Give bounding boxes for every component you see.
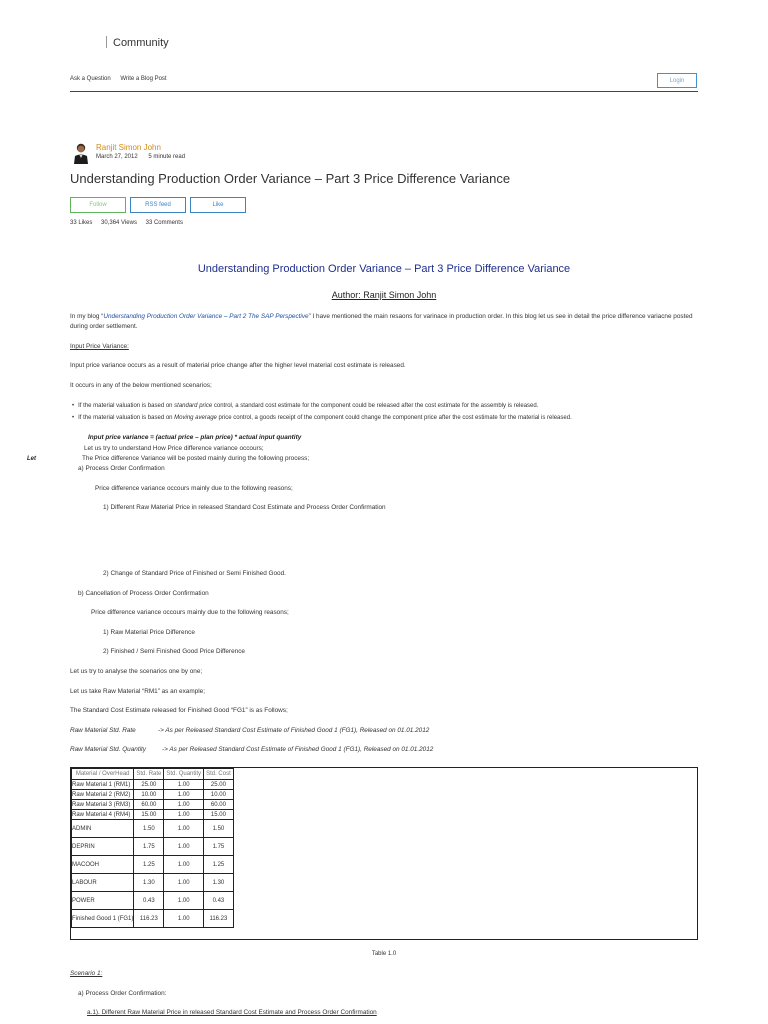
like-button[interactable]: Like (190, 197, 246, 213)
rate-label: Raw Material Std. Rate (70, 727, 136, 734)
cost-cell: 25.00 (204, 780, 234, 790)
cost-table-cell (71, 768, 698, 940)
community-brand[interactable] (106, 36, 169, 49)
quantity-cell: 1.00 (164, 790, 204, 800)
reasons-intro-1: Price difference variance occours mainly due to the following reasons; (95, 485, 293, 492)
rate-cell: 1.50 (134, 820, 164, 838)
rate-cell: 15.00 (134, 810, 164, 820)
scenario-heading: Scenario 1: (70, 970, 103, 977)
bullet2-text-b: price control, a goods receipt of the component could change the component price after the cost estimate for the material is released. (216, 415, 572, 421)
table-row (72, 810, 234, 820)
cause-2: 2) Finished / Semi Finished Good Price Difference (103, 648, 245, 655)
rate-cell: 25.00 (134, 780, 164, 790)
login-button[interactable]: Login (657, 73, 697, 88)
header-material: Material / OverHead (72, 769, 134, 780)
header-quantity: Std. Quantity (164, 769, 204, 780)
post-title: Understanding Production Order Variance – Part 3 Price Difference Variance (70, 171, 511, 186)
cost-cell: 1.50 (204, 820, 234, 838)
comments-count[interactable]: 33 Comments (145, 220, 183, 226)
cost-table (71, 768, 234, 928)
cause-1: 1) Raw Material Price Difference (103, 629, 195, 636)
scenario-a1: a.1). Different Raw Material Price in released Standard Cost Estimate and Process Order Confirmation (87, 1009, 377, 1016)
intro-text-b: ” I have mentioned the main resaons for varinace in production order. In this blog let us see in detail the price difference variacne posted during order settlement. (70, 313, 693, 330)
cost-cell: 15.00 (204, 810, 234, 820)
author-name-link[interactable]: Ranjit Simon John (96, 143, 161, 152)
material-cell: Finished Good 1 (FG1) (72, 910, 134, 928)
bullet1-text-a: If the material valuation is based on (78, 403, 175, 409)
likes-count: 33 Likes (70, 220, 93, 226)
document-author: Author: Ranjit Simon John (331, 290, 437, 300)
table-caption: Table 1.0 (371, 951, 397, 957)
rate-cell: 60.00 (134, 800, 164, 810)
table-row (72, 874, 234, 892)
rate-cell: 116.23 (134, 910, 164, 928)
formula: Input price variance = (actual price – plan price) * actual input quantity (88, 434, 302, 441)
quantity-cell: 1.00 (164, 874, 204, 892)
process-order-confirmation: a) Process Order Confirmation (78, 465, 165, 472)
rate-cell: 0.43 (134, 892, 164, 910)
rss-feed-button[interactable]: RSS feed (130, 197, 186, 213)
reasons-intro-2: Price difference variance occours mainly due to the following reasons; (91, 609, 289, 616)
stray-let: Let (27, 456, 36, 462)
quantity-cell: 1.00 (164, 780, 204, 790)
cost-cell: 1.30 (204, 874, 234, 892)
ask-question-link[interactable]: Ask a Question (70, 76, 111, 82)
read-time: 5 minute read (148, 154, 186, 160)
analyse-text: Let us try to analyse the scenarios one by one; (70, 668, 203, 675)
cost-cell: 60.00 (204, 800, 234, 810)
material-cell: Raw Material 1 (RM1) (72, 780, 134, 790)
material-cell: DEPRIN (72, 838, 134, 856)
rate-cell: 1.75 (134, 838, 164, 856)
material-cell: POWER (72, 892, 134, 910)
material-cell: MACOOH (72, 856, 134, 874)
cost-cell: 1.75 (204, 838, 234, 856)
table-row (72, 820, 234, 838)
post-meta (96, 154, 194, 160)
bullet2-emphasis: Moving average (174, 415, 217, 421)
cost-cell: 116.23 (204, 910, 234, 928)
quantity-cell: 1.00 (164, 856, 204, 874)
table-row (72, 838, 234, 856)
bullet1-text-b: control, a standard cost estimate for the component could be released after the cost estimate for the assembly is released. (212, 403, 539, 409)
example-text: Let us take Raw Material “RM1” as an example; (70, 688, 205, 695)
write-blog-link[interactable]: Write a Blog Post (120, 76, 167, 82)
header-divider (70, 91, 698, 92)
cancellation: b) Cancellation of Process Order Confirmation (78, 590, 209, 597)
qty-value: -> As per Released Standard Cost Estimate of Finished Good 1 (FG1), Released on 01.01.2012 (162, 746, 434, 753)
post-date: March 27, 2012 (96, 154, 138, 160)
material-cell: Raw Material 4 (RM4) (72, 810, 134, 820)
table-row (72, 800, 234, 810)
brand-divider (106, 36, 107, 48)
rate-cell: 1.25 (134, 856, 164, 874)
rate-value: -> As per Released Standard Cost Estimate of Finished Good 1 (FG1), Released on 01.01.2012 (158, 727, 430, 734)
intro-paragraph (70, 312, 698, 332)
input-price-heading: Input Price Variance: (70, 343, 129, 350)
rate-cell: 10.00 (134, 790, 164, 800)
estimate-text: The Standard Cost Estimate released for Finished Good “FG1” is as Follows; (70, 707, 288, 714)
quantity-cell: 1.00 (164, 800, 204, 810)
table-row (72, 780, 234, 790)
header-cost: Std. Cost (204, 769, 234, 780)
post-stats (70, 220, 190, 226)
bullet-moving-average (72, 415, 572, 421)
header-rate: Std. Rate (134, 769, 164, 780)
bullet2-text-a: If the material valuation is based on (78, 415, 175, 421)
posted-during: The Price difference Variance will be posted mainly during the following process; (82, 455, 310, 462)
reason-1: 1) Different Raw Material Price in released Standard Cost Estimate and Process Order Confirmation (103, 504, 386, 511)
cost-cell: 0.43 (204, 892, 234, 910)
reason-2: 2) Change of Standard Price of Finished or Semi Finished Good. (103, 570, 286, 577)
qty-label: Raw Material Std. Quantity (70, 746, 147, 753)
part2-blog-link[interactable]: Understanding Production Order Variance – Part 2 The SAP Perspective (103, 313, 309, 320)
document-title: Understanding Production Order Variance – Part 3 Price Difference Variance (197, 263, 571, 275)
material-cell: ADMIN (72, 820, 134, 838)
cost-table-frame (70, 767, 698, 940)
intro-text-a: In my blog “ (70, 313, 104, 320)
top-nav (70, 76, 175, 82)
follow-button[interactable]: Follow (70, 197, 126, 213)
material-cell: Raw Material 2 (RM2) (72, 790, 134, 800)
paragraph-1: Input price variance occurs as a result of material price change after the higher level material cost estimate is released. (70, 362, 406, 369)
let-us-understand: Let us try to understand How Price difference variance occours; (84, 445, 264, 452)
brand-label: Community (113, 37, 169, 49)
quantity-cell: 1.00 (164, 910, 204, 928)
paragraph-2: It occurs in any of the below mentioned scenarios; (70, 382, 212, 389)
scenario-process-order: a) Process Order Confirmation: (78, 990, 167, 997)
table-row (72, 910, 234, 928)
rate-cell: 1.30 (134, 874, 164, 892)
table-row (72, 790, 234, 800)
bullet-standard-price (72, 403, 538, 409)
cost-cell: 10.00 (204, 790, 234, 800)
quantity-cell: 1.00 (164, 810, 204, 820)
material-cell: LABOUR (72, 874, 134, 892)
views-count: 30,364 Views (101, 220, 137, 226)
cost-cell: 1.25 (204, 856, 234, 874)
quantity-cell: 1.00 (164, 820, 204, 838)
quantity-cell: 1.00 (164, 838, 204, 856)
author-avatar[interactable] (72, 142, 90, 164)
table-header-row (72, 769, 234, 780)
material-cell: Raw Material 3 (RM3) (72, 800, 134, 810)
table-row (72, 892, 234, 910)
bullet1-emphasis: standard price (174, 403, 213, 409)
table-row (72, 856, 234, 874)
quantity-cell: 1.00 (164, 892, 204, 910)
